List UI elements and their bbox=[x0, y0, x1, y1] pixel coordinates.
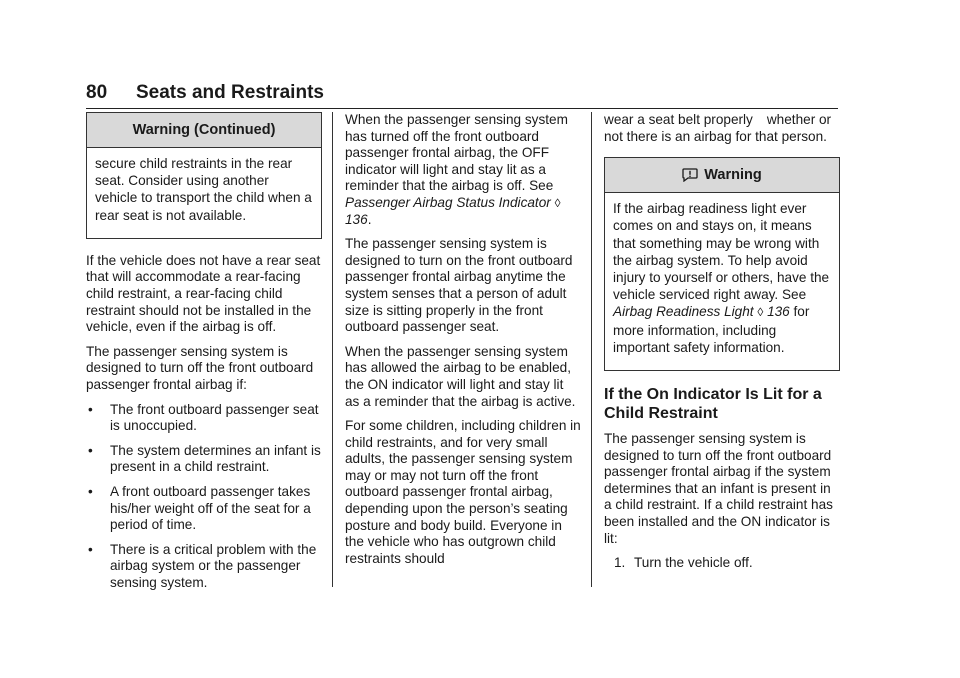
paragraph: The passenger sensing system is designed to turn on the front outboard passenger frontal airbag anytime the system senses that a person of adult size is sitting properly in the front outboard passenger seat. bbox=[345, 236, 573, 335]
page-reference[interactable]: 136 bbox=[767, 304, 790, 320]
warning-title: Warning bbox=[704, 166, 762, 183]
bullet-marker: • bbox=[88, 483, 93, 499]
bullet-text: There is a critical problem with the airbag system or the passenger sensing system. bbox=[110, 541, 317, 590]
bullet-text: The system determines an infant is present in a child restraint. bbox=[110, 442, 321, 475]
page-header bbox=[86, 82, 838, 109]
paragraph: The passenger sensing system is designed to turn off the front outboard passenger frontal airbag if the system determines that an infant is present in a child restraint. If a child restraint has been installed and the ON indicator is lit: bbox=[604, 431, 833, 546]
section-title: Seats and Restraints bbox=[136, 82, 324, 103]
page-ref-arrow-icon: ◊ bbox=[757, 305, 764, 320]
page-ref-arrow-icon: ◊ bbox=[554, 195, 561, 210]
column-divider bbox=[332, 112, 333, 587]
warning-heading bbox=[605, 158, 839, 193]
paragraph: For some children, including children in child restraints, and for very small adults, the passenger sensing system may or may not turn off the front outboard passenger frontal airbag, depending upon the person’s seating posture and body build. Everyone in the vehicle who has outgrown child restraints should bbox=[345, 418, 581, 566]
step-number: 1. bbox=[614, 555, 626, 571]
paragraph: The passenger sensing system is designed to turn off the front outboard passenger frontal airbag if: bbox=[86, 343, 314, 392]
paragraph-text: When the passenger sensing system has turned off the front outboard passenger frontal airbag, the OFF indicator will light and stay lit as a reminder that the airbag is off. See bbox=[345, 112, 568, 194]
paragraph: When the passenger sensing system has allowed the airbag to be enabled, the ON indicator will light and stay lit as a reminder that the airbag is active. bbox=[345, 343, 576, 409]
subheading: If the On Indicator Is Lit for a Child Restraint bbox=[604, 386, 822, 423]
warning-icon bbox=[682, 168, 698, 182]
list-item bbox=[86, 443, 322, 476]
bullet-text: A front outboard passenger takes his/her weight off of the seat for a period of time. bbox=[110, 483, 311, 533]
warning-heading: Warning (Continued) bbox=[87, 113, 321, 148]
step-text: Turn the vehicle off. bbox=[634, 555, 753, 571]
page-reference[interactable]: 136 bbox=[345, 211, 368, 227]
column-2 bbox=[345, 112, 581, 575]
column-divider bbox=[591, 112, 592, 587]
bullet-marker: • bbox=[88, 401, 93, 417]
numbered-step bbox=[604, 555, 840, 572]
column-1 bbox=[86, 112, 322, 600]
bullet-marker: • bbox=[88, 442, 93, 458]
sentence-end: . bbox=[367, 211, 372, 227]
page-number: 80 bbox=[86, 82, 108, 103]
cross-reference-link[interactable]: Airbag Readiness Light bbox=[613, 304, 754, 320]
paragraph-text: whether or not there is an airbag for that person. bbox=[604, 112, 832, 144]
warning-box bbox=[604, 157, 840, 371]
warning-body-end: for more information, including important safety information. bbox=[613, 304, 810, 355]
paragraph bbox=[604, 112, 840, 145]
warning-body: If the airbag readiness light ever comes on and stays on, it means that something may be wrong with the airbag system. To help avoid injury to yourself or others, have the vehicle serviced right away. See bbox=[613, 201, 830, 303]
warning-box-continued bbox=[86, 112, 322, 239]
paragraph-text: wear a seat belt properly bbox=[604, 112, 753, 127]
list-item bbox=[86, 402, 322, 435]
warning-text: secure child restraints in the rear seat. Consider using another vehicle to transport the child when a rear seat is not available. bbox=[95, 156, 312, 223]
list-item bbox=[86, 484, 322, 534]
column-3 bbox=[604, 112, 840, 580]
paragraph: If the vehicle does not have a rear seat that will accommodate a rear-facing child restraint, a rear-facing child restraint should not be installed in the vehicle, even if the airbag is off. bbox=[86, 252, 321, 335]
bullet-marker: • bbox=[88, 541, 93, 557]
cross-reference-link[interactable]: Passenger Airbag Status Indicator bbox=[345, 194, 551, 210]
paragraph bbox=[345, 112, 581, 228]
bullet-text: The front outboard passenger seat is unoccupied. bbox=[110, 401, 319, 434]
warning-text bbox=[613, 200, 831, 356]
list-item bbox=[86, 542, 322, 592]
